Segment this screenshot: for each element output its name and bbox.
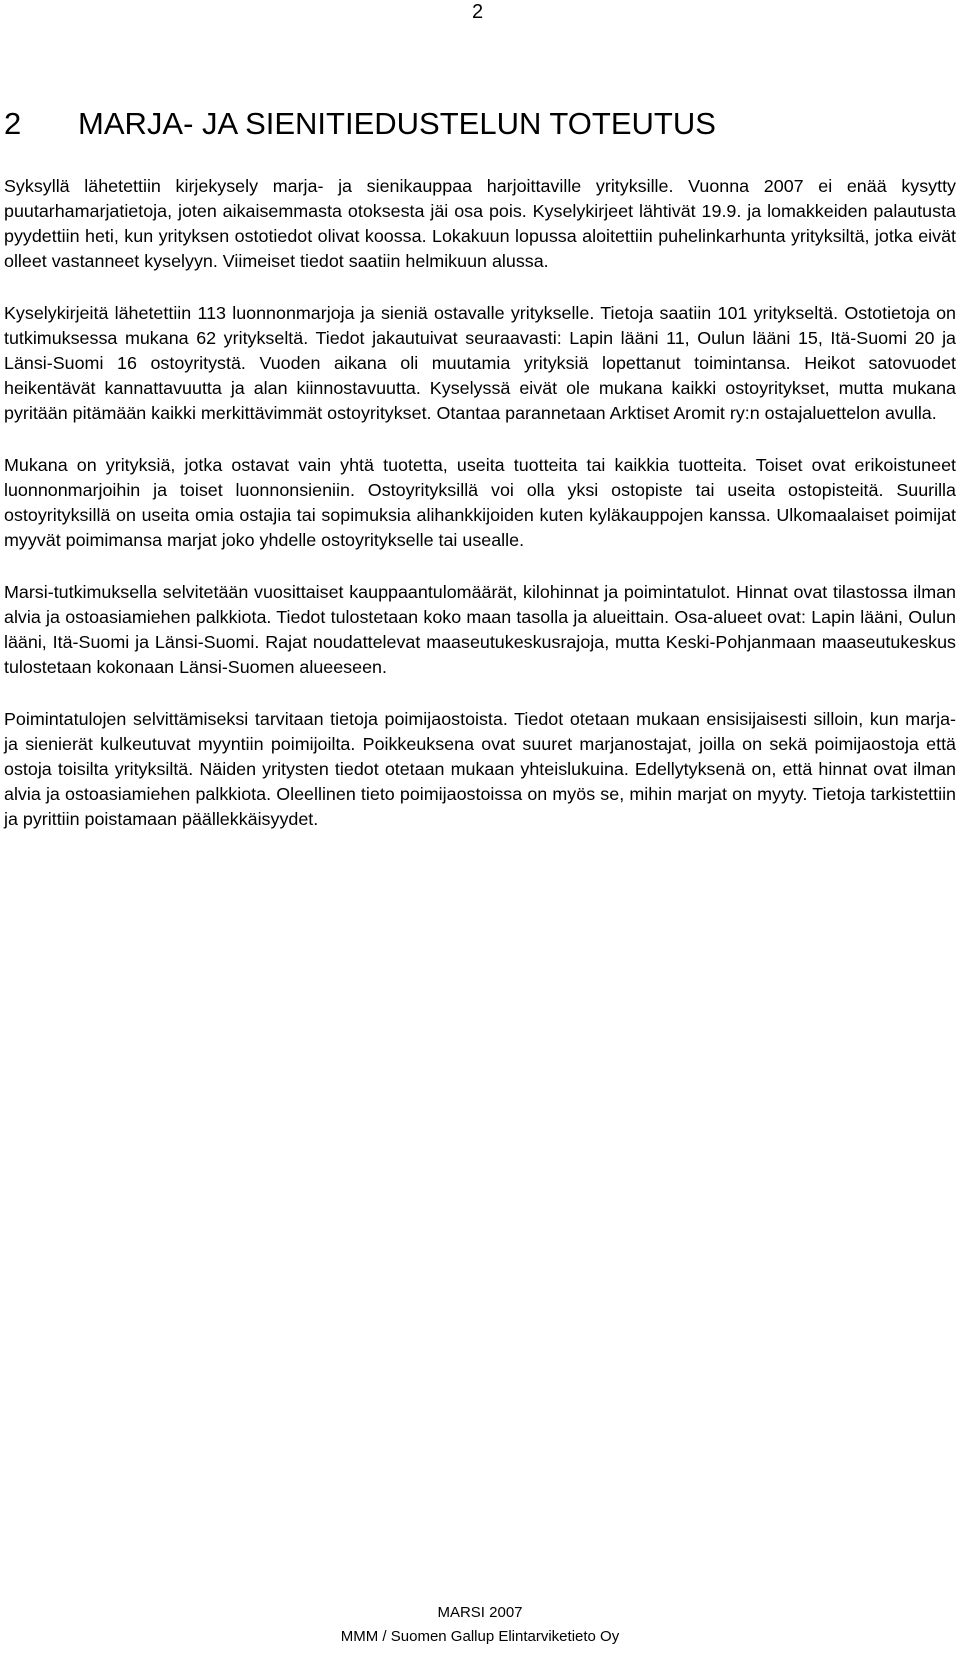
body-text xyxy=(4,174,956,859)
section-title: MARJA- JA SIENITIEDUSTELUN TOTEUTUS xyxy=(78,106,716,141)
section-number: 2 xyxy=(4,106,22,141)
paragraph: Syksyllä lähetettiin kirjekysely marja- ja sienikauppaa harjoittaville yrityksille. Vuonna 2007 ei enää kysytty puutarhamarjatietoja, joten aikaisemmasta otoksesta jäi osa pois. Kyselykirjeet lähtivät 19.9. ja lomakkeiden palautusta pyydettiin heti, kun yrityksen ostotiedot olivat koossa. Lokakuun lopussa aloitettiin puhelinkarhunta yrityksiltä, jotka eivät olleet vastanneet kyselyyn. Viimeiset tiedot saatiin helmikuun alussa. xyxy=(4,176,956,271)
page-number: 2 xyxy=(472,1,484,23)
section-heading xyxy=(4,104,716,144)
paragraph: Kyselykirjeitä lähetettiin 113 luonnonmarjoja ja sieniä ostavalle yritykselle. Tietoja saatiin 101 yritykseltä. Ostotietoja on tutkimuksessa mukana 62 yritykseltä. Tiedot jakautuivat seuraavasti: Lapin lääni 11, Oulun lääni 15, Itä-Suomi 20 ja Länsi-Suomi 16 ostoyritystä. Vuoden aikana oli muutamia yrityksiä lopettanut toimintansa. Heikot satovuodet heikentävät kannattavuutta ja alan kiinnostavuutta. Kyselyssä eivät ole mukana kaikki ostoyritykset, mutta mukana pyritään pitämään kaikki merkittävimmät ostoyritykset. Otantaa parannetaan Arktiset Aromit ry:n ostajaluettelon avulla. xyxy=(4,303,956,423)
paragraph: Marsi-tutkimuksella selvitetään vuosittaiset kauppaantulomäärät, kilohinnat ja poimintatulot. Hinnat ovat tilastossa ilman alvia ja ostoasiamiehen palkkiota. Tiedot tulostetaan koko maan tasolla ja alueittain. Osa-alueet ovat: Lapin lääni, Oulun lääni, Itä-Suomi ja Länsi-Suomi. Rajat noudattelevat maaseutukeskusrajoja, mutta Keski-Pohjanmaan maaseutukeskus tulostetaan kokonaan Länsi-Suomen alueeseen. xyxy=(4,582,956,677)
footer-publisher: MMM / Suomen Gallup Elintarviketieto Oy xyxy=(340,1628,620,1645)
footer-report-name: MARSI 2007 xyxy=(437,1604,523,1621)
paragraph: Poimintatulojen selvittämiseksi tarvitaan tietoja poimijaostoista. Tiedot otetaan mukaan ensisijaisesti silloin, kun marja- ja sienierät kulkeutuvat myyntiin poimijoilta. Poikkeuksena ovat suuret marjanostajat, joilla on sekä poimijaostoja että ostoja toisilta yrityksiltä. Näiden yritysten tiedot otetaan mukaan yhteislukuina. Edellytyksenä on, että hinnat ovat ilman alvia ja ostoasiamiehen palkkiota. Oleellinen tieto poimijaostoissa on myös se, mihin marjat on myyty. Tietoja tarkistettiin ja pyrittiin poistamaan päällekkäisyydet. xyxy=(4,709,956,829)
paragraph: Mukana on yrityksiä, jotka ostavat vain yhtä tuotetta, useita tuotteita tai kaikkia tuotteita. Toiset ovat erikoistuneet luonnonmarjoihin ja toiset luonnonsieniin. Ostoyrityksillä voi olla yksi ostopiste tai useita ostopisteitä. Suurilla ostoyrityksillä on useita omia ostajia tai sopimuksia alihankkijoiden kuten kyläkauppojen kanssa. Ulkomaalaiset poimijat myyvät poimimansa marjat joko yhdelle ostoyritykselle tai usealle. xyxy=(4,455,956,550)
